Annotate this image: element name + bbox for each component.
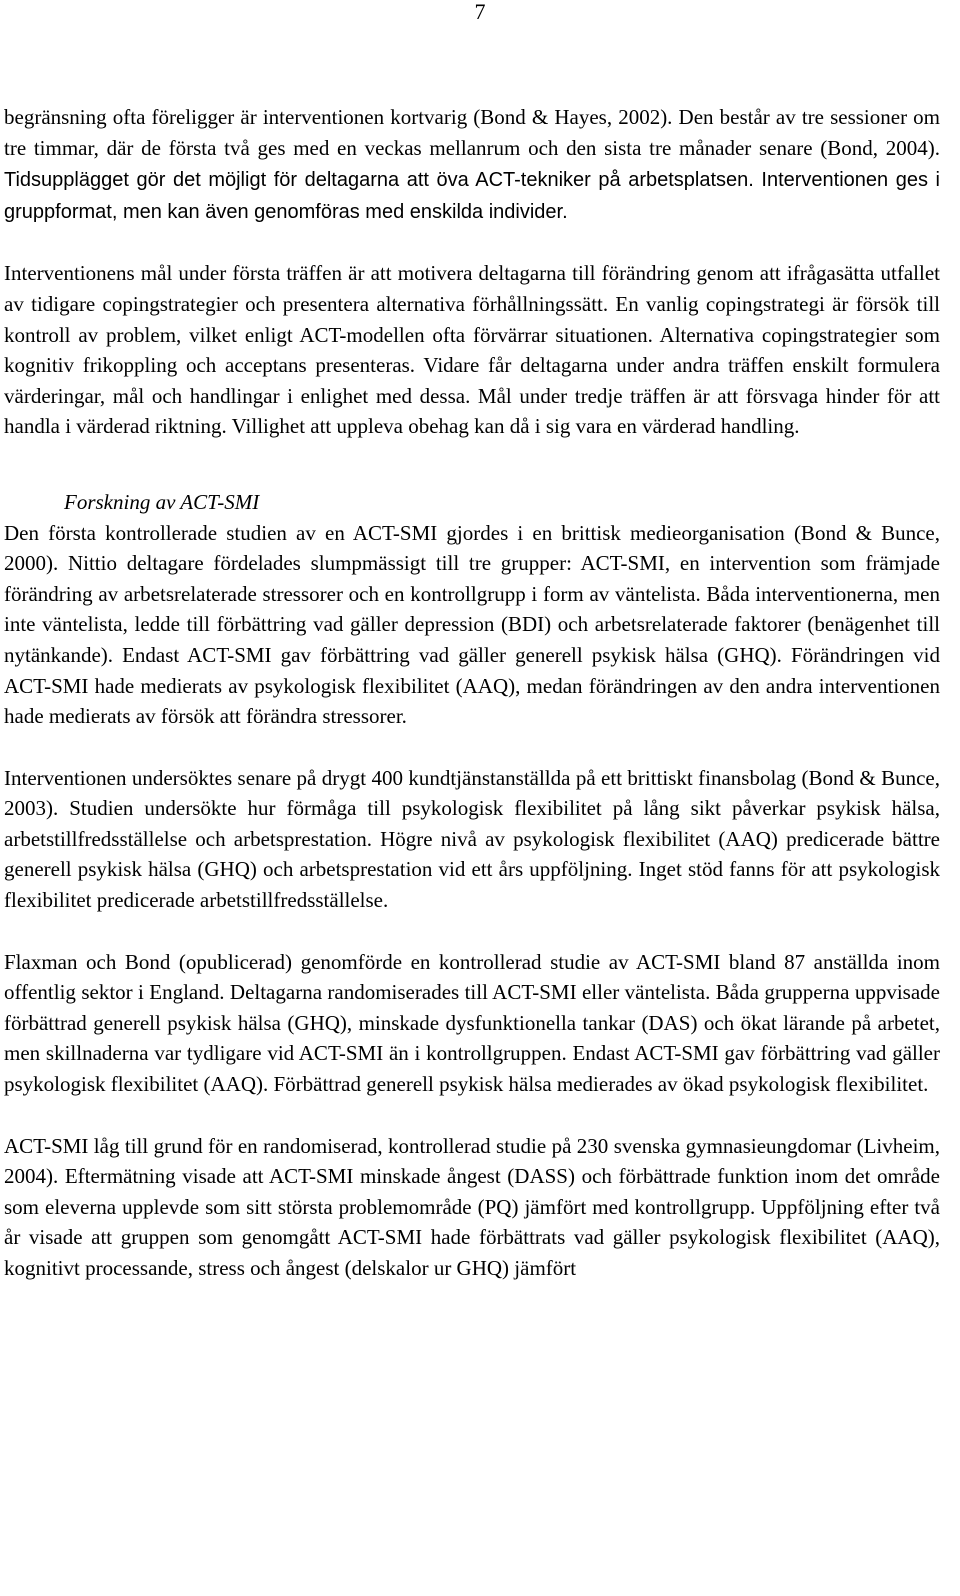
paragraph-text-serif: begränsning ofta föreligger är interventionen kortvarig (Bond & Hayes, 2002). Den består av tre sessioner om tre timmar, där de första två ges med en veckas mellanrum och den sista tre månader senare (Bond, 2004). <box>4 105 940 160</box>
page-number: 7 <box>474 0 486 24</box>
paragraph-intervention-format <box>4 102 940 227</box>
paragraph-third-study: Flaxman och Bond (opublicerad) genomförde en kontrollerad studie av ACT-SMI bland 87 anställda inom offentlig sektor i England. Deltagarna randomiserades till ACT-SMI eller väntelista. Båda grupperna uppvisade förbättrad generell psykisk hälsa (GHQ), minskade dysfunktionella tankar (DAS) och ökat lärande på arbetet, men skillnaderna var tydligare vid ACT-SMI än i kontrollgruppen. Endast ACT-SMI gav förbättring vad gäller psykologisk flexibilitet (AAQ). Förbättrad generell psykisk hälsa medierades av ökad psykologisk flexibilitet. <box>4 949 940 1097</box>
paragraph-first-study: Den första kontrollerade studien av en ACT-SMI gjordes i en brittisk medieorganisation (Bond & Bunce, 2000). Nittio deltagare fördelades slumpmässigt till tre grupper: ACT-SMI, en intervention som främjade förändring av arbetsrelaterade stressorer och en kontrollgrupp i form av väntelista. Båda interventionerna, men inte väntelista, ledde till förbättring vad gäller depression (BDI) och arbetsrelaterade faktorer (benägenhet till nytänkande). Endast ACT-SMI gav förbättring vad gäller generell psykisk hälsa (GHQ). Förändringen vid ACT-SMI hade medierats av psykologisk flexibilitet (AAQ), medan förändringen av den andra interventionen hade medierats av försök att förändra stressorer. <box>4 520 940 729</box>
section-heading: Forskning av ACT-SMI <box>64 489 260 514</box>
paragraph-intervention-goals: Interventionens mål under första träffen är att motivera deltagarna till förändring genom att ifrågasätta utfallet av tidigare copingstrategier och presentera alternativa förhållningssätt. En vanlig copingstrategi är försök till kontroll av problem, vilket enligt ACT-modellen ofta förvärrar situationen. Alternativa copingstrategier som kognitiv frikoppling och acceptans presenteras. Vidare får deltagarna under andra träffen enskilt formulera värderingar, mål och handlingar i enlighet med dessa. Mål under tredje träffen är att försvaga hinder för att handla i värderad riktning. Villighet att uppleva obehag kan då i sig vara en värderad handling. <box>4 261 940 439</box>
paragraph-second-study: Interventionen undersöktes senare på drygt 400 kundtjänstanställda på ett brittiskt finansbolag (Bond & Bunce, 2003). Studien undersökte hur förmåga till psykologisk flexibilitet på lång sikt påverkar psykisk hälsa, arbetstillfredsställelse och arbetsprestation. Högre nivå av psykologisk flexibilitet (AAQ) predicerade bättre generell psykisk hälsa (GHQ) och arbetsprestation vid ett års uppföljning. Inget stöd fanns för att psykologisk flexibilitet predicerade arbetstillfredsställelse. <box>4 765 940 913</box>
paragraph-fourth-study: ACT-SMI låg till grund för en randomiserad, kontrollerad studie på 230 svenska gymnasieungdomar (Livheim, 2004). Eftermätning visade att ACT-SMI minskade ångest (DASS) och förbättrade funktion inom det område som eleverna upplevde som sitt största problemområde (PQ) jämfört med kontrollgrupp. Uppföljning efter två år visade att gruppen som genomgått ACT-SMI hade förbättrats vad gäller psykologisk flexibilitet (AAQ), kognitivt processande, stress och ångest (delskalor ur GHQ) jämfört <box>4 1133 940 1280</box>
paragraph-text-sans: Tidsupplägget gör det möjligt för deltagarna att öva ACT-tekniker på arbetsplatsen. Interventionen ges i gruppformat, men kan även genomföras med enskilda individer. <box>4 169 940 223</box>
document-body <box>4 102 940 1315</box>
